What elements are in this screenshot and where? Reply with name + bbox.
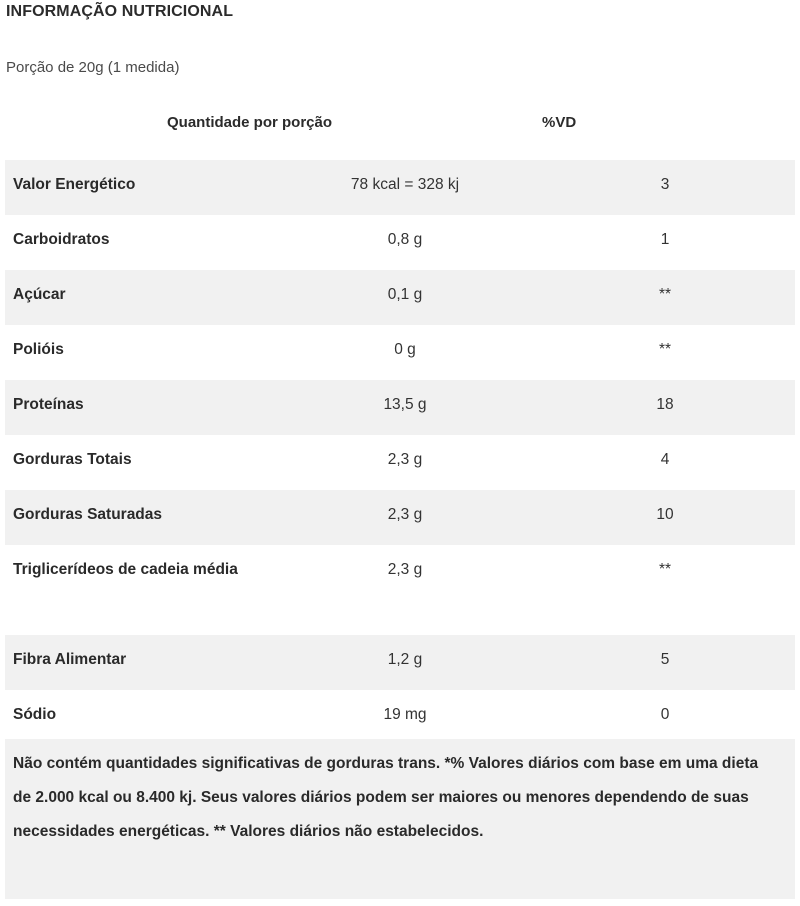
nutrient-quantity: 2,3 g bbox=[387, 451, 423, 468]
table-row bbox=[5, 690, 795, 745]
table-row bbox=[5, 490, 795, 545]
nutrient-vd: ** bbox=[658, 286, 672, 303]
nutrient-name: Polióis bbox=[13, 341, 64, 358]
table-row bbox=[5, 435, 795, 490]
nutrient-name: Gorduras Saturadas bbox=[13, 506, 163, 523]
nutrient-vd: 1 bbox=[660, 231, 670, 248]
table-row bbox=[5, 160, 795, 215]
nutrient-quantity: 0 g bbox=[394, 341, 416, 358]
table-row bbox=[5, 380, 795, 435]
nutrient-quantity: 2,3 g bbox=[387, 506, 423, 523]
nutrition-table bbox=[5, 160, 795, 745]
nutrient-vd: ** bbox=[658, 341, 672, 358]
nutrient-name: Carboidratos bbox=[13, 231, 110, 248]
portion-size: Porção de 20g (1 medida) bbox=[6, 59, 180, 76]
table-row bbox=[5, 545, 795, 635]
nutrient-name: Açúcar bbox=[13, 286, 66, 303]
nutrient-name: Fibra Alimentar bbox=[13, 651, 127, 668]
nutrition-title: INFORMAÇÃO NUTRICIONAL bbox=[6, 3, 234, 20]
header-vd: %VD bbox=[542, 114, 577, 131]
nutrient-quantity: 0,1 g bbox=[387, 286, 423, 303]
table-row bbox=[5, 325, 795, 380]
nutrient-quantity: 19 mg bbox=[383, 706, 427, 723]
nutrient-quantity: 78 kcal = 328 kj bbox=[350, 176, 460, 193]
nutrient-vd: 0 bbox=[660, 706, 670, 723]
nutrient-quantity: 1,2 g bbox=[387, 651, 423, 668]
table-row bbox=[5, 215, 795, 270]
nutrient-vd: 5 bbox=[660, 651, 670, 668]
nutrient-name: Sódio bbox=[13, 706, 57, 723]
footnote-box bbox=[5, 739, 795, 899]
nutrient-name: Valor Energético bbox=[13, 176, 136, 193]
nutrient-name: Proteínas bbox=[13, 396, 84, 413]
table-row bbox=[5, 270, 795, 325]
nutrient-vd: 3 bbox=[660, 176, 670, 193]
nutrient-quantity: 0,8 g bbox=[387, 231, 423, 248]
nutrient-quantity: 13,5 g bbox=[383, 396, 427, 413]
nutrient-name: Triglicerídeos de cadeia média bbox=[13, 561, 238, 578]
footnote-text: Não contém quantidades significativas de gorduras trans. *% Valores diários com base em uma dieta de 2.000 kcal ou 8.400 kj. Seus valores diários podem ser maiores ou menores dependendo de suas necessidades energéticas. ** Valores diários não estabelecidos. bbox=[13, 755, 759, 840]
nutrient-vd: ** bbox=[658, 561, 672, 578]
header-quantity: Quantidade por porção bbox=[167, 114, 333, 131]
nutrient-vd: 4 bbox=[660, 451, 670, 468]
table-row bbox=[5, 635, 795, 690]
nutrient-name: Gorduras Totais bbox=[13, 451, 132, 468]
nutrient-vd: 10 bbox=[656, 506, 674, 523]
nutrient-vd: 18 bbox=[656, 396, 674, 413]
nutrient-quantity: 2,3 g bbox=[387, 561, 423, 578]
